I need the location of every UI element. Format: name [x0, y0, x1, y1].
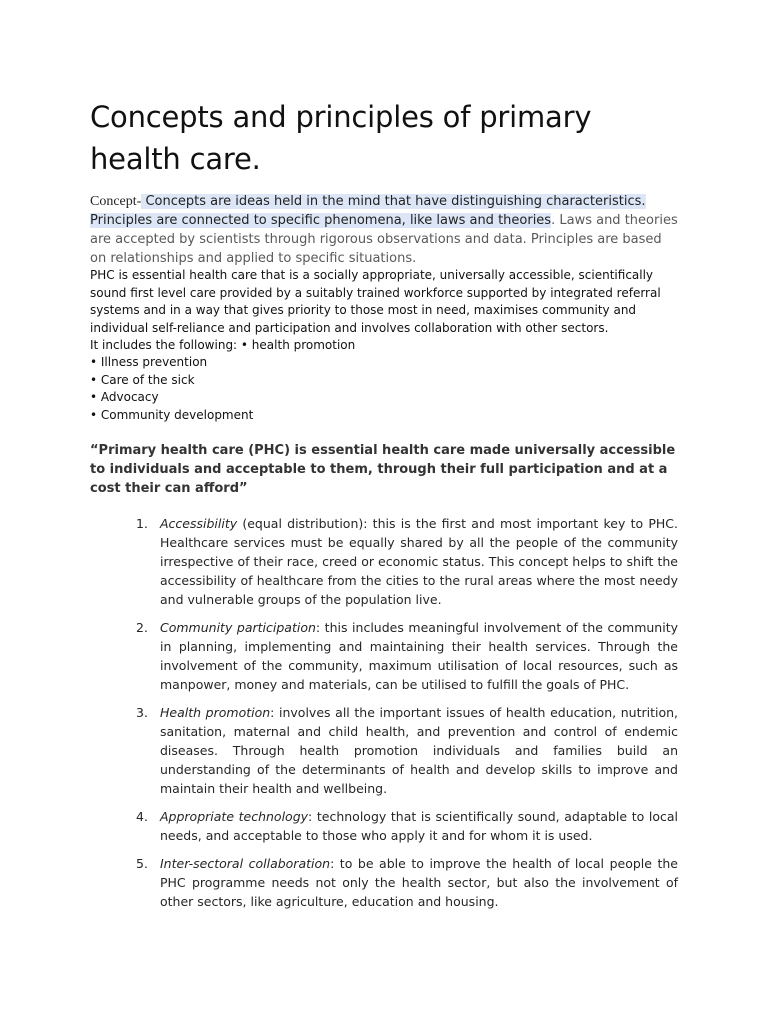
includes-line: It includes the following: • health promotion — [90, 338, 356, 352]
concept-paragraph — [90, 192, 678, 268]
item-term: Community participation — [160, 620, 316, 635]
item-text: : involves all the important issues of health education, nutrition, sanitation, maternal and child health, and prevention and control of endemic diseases. Through health promotion individuals and families build an understanding of the determinants of health and develop skills to improve and maintain their health and wellbeing. — [160, 705, 678, 796]
includes-line: • Care of the sick — [90, 373, 195, 387]
list-item — [90, 703, 678, 798]
item-body — [160, 618, 678, 694]
page-title: Concepts and principles of primary health care. — [90, 100, 592, 176]
principles-list — [90, 514, 678, 911]
item-body — [160, 854, 678, 911]
includes-line: • Advocacy — [90, 390, 159, 404]
list-item — [90, 807, 678, 845]
item-text: : this includes meaningful involvement of the community in planning, implementing and maintaining their health services. Through the involvement of the community, maximum utilisation of local resources, such as manpower, money and materials, can be utilised to fulfill the goals of PHC. — [160, 620, 679, 692]
includes-line: • Community development — [90, 408, 254, 422]
item-number: 2. — [136, 620, 148, 635]
phc-quote: “Primary health care (PHC) is essential health care made universally accessible to individuals and acceptable to them, through their full participation and at a cost their can afford” — [90, 443, 676, 496]
concept-highlight-2: Principles are connected to specific phenomena, like laws and theories — [90, 213, 552, 228]
item-term: Health promotion — [160, 705, 271, 720]
item-term: Accessibility — [160, 516, 238, 531]
item-number: 1. — [136, 516, 148, 531]
item-number: 5. — [136, 856, 148, 871]
item-text: : to be able to improve the health of local people the PHC programme needs not only the health sector, but also the involvement of other sectors, like agriculture, education and housing. — [160, 856, 678, 909]
phc-definition: PHC is essential health care that is a socially appropriate, universally accessible, scientifically sound first level care provided by a suitably trained workforce supported by integrated referral systems and in a way that gives priority to those most in need, maximises community and individual self-reliance and participation and involves collaboration with other sectors. — [90, 268, 661, 335]
item-text: : technology that is scientifically sound, adaptable to local needs, and acceptable to those who apply it and for whom it is used. — [160, 809, 679, 843]
concept-highlight-1: Concepts are ideas held in the mind that have distinguishing characteristics. — [141, 194, 646, 209]
list-item — [90, 854, 678, 911]
item-term: Inter-sectoral collaboration — [160, 856, 331, 871]
item-body — [160, 514, 678, 609]
item-number: 4. — [136, 809, 148, 824]
item-number: 3. — [136, 705, 148, 720]
item-term: Appropriate technology — [160, 809, 309, 824]
concept-rest: . Laws and theories are accepted by scientists through rigorous observations and data. Principles are based on relationships and applied to specific situations. — [90, 213, 678, 266]
item-body — [160, 703, 678, 798]
includes-line: • Illness prevention — [90, 355, 208, 369]
item-body — [160, 807, 678, 845]
list-item — [90, 618, 678, 694]
concept-lead: Concept- — [90, 194, 142, 209]
item-text: (equal distribution): this is the first and most important key to PHC. Healthcare services must be equally shared by all the people of the community irrespective of their race, creed or economic status. This concept helps to shift the accessibility of healthcare from the cities to the rural areas where the most needy and vulnerable groups of the population live. — [160, 516, 678, 607]
list-item — [90, 514, 678, 609]
